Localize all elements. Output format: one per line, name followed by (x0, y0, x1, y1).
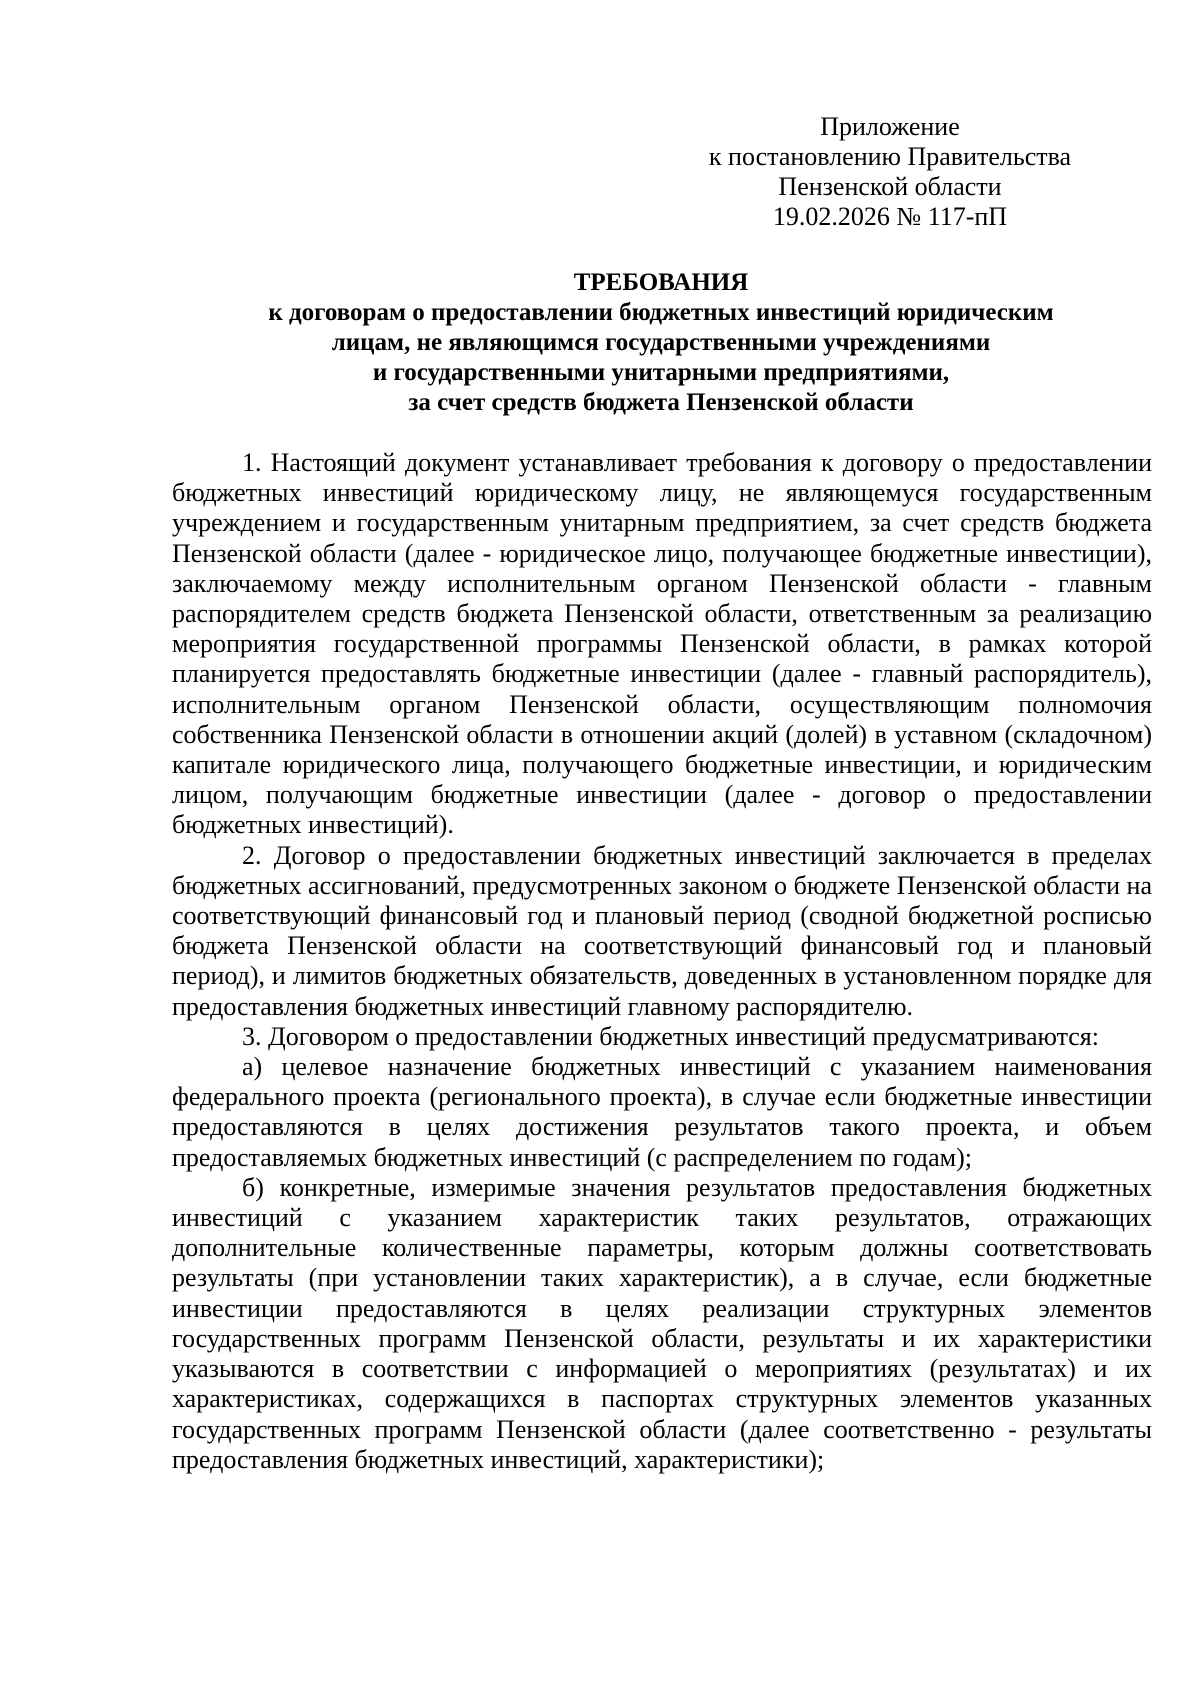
paragraph-1: 1. Настоящий документ устанавливает требования к договору о предоставлении бюджетных инвестиций юридическому лицу, не являющемуся государственным учреждением и государственным унитарным предприятием, за счет средств бюджета Пензенской области (далее - юридическое лицо, получающее бюджетные инвестиции), заключаемому между исполнительным органом Пензенской области - главным распорядителем средств бюджета Пензенской области, ответственным за реализацию мероприятия государственной программы Пензенской области, в рамках которой планируется предоставлять бюджетные инвестиции (далее - главный распорядитель), исполнительным органом Пензенской области, осуществляющим полномочия собственника Пензенской области в отношении акций (долей) в уставном (складочном) капитале юридического лица, получающего бюджетные инвестиции, и юридическим лицом, получающим бюджетные инвестиции (далее - договор о предоставлении бюджетных инвестиций). (172, 448, 1152, 840)
appendix-label: Приложение (820, 112, 960, 141)
title-heading: ТРЕБОВАНИЯ (573, 269, 749, 296)
appendix-block (650, 112, 1130, 232)
appendix-date-number: 19.02.2026 № 117-пП (772, 202, 1008, 231)
appendix-resolution-ref: к постановлению Правительства (708, 142, 1072, 171)
paragraph-3b: б) конкретные, измеримые значения результатов предоставления бюджетных инвестиций с указанием характеристик таких результатов, отражающих дополнительные количественные параметры, которым должны соответствовать результаты (при установлении таких характеристик), а в случае, если бюджетные инвестиции предоставляются в целях реализации структурных элементов государственных программ Пензенской области, результаты и их характеристики указываются в соответствии с информацией о мероприятиях (результатах) и их характеристиках, содержащихся в паспортах структурных элементов указанных государственных программ Пензенской области (далее соответственно - результаты предоставления бюджетных инвестиций, характеристики); (172, 1172, 1152, 1474)
title-line-2: лицам, не являющимся государственными учреждениями (331, 329, 991, 356)
title-line-4: за счет средств бюджета Пензенской области (408, 389, 914, 416)
paragraph-3: 3. Договором о предоставлении бюджетных инвестиций предусматриваются: (242, 1021, 1099, 1051)
appendix-region: Пензенской области (778, 172, 1002, 201)
paragraph-3a: а) целевое назначение бюджетных инвестиций с указанием наименования федерального проекта (регионального проекта), в случае если бюджетные инвестиции предоставляются в целях достижения результатов такого проекта, и объем предоставляемых бюджетных инвестиций (с распределением по годам); (172, 1052, 1152, 1172)
document-title (170, 268, 1152, 418)
paragraph-2: 2. Договор о предоставлении бюджетных инвестиций заключается в пределах бюджетных ассигнований, предусмотренных законом о бюджете Пензенской области на соответствующий финансовый год и плановый период (сводной бюджетной росписью бюджета Пензенской области на соответствующий финансовый год и плановый период), и лимитов бюджетных обязательств, доведенных в установленном порядке для предоставления бюджетных инвестиций главному распорядителю. (172, 840, 1152, 1021)
document-body (172, 448, 1152, 1475)
title-line-1: к договорам о предоставлении бюджетных инвестиций юридическим (268, 299, 1054, 326)
title-line-3: и государственными унитарными предприятиями, (372, 359, 950, 386)
